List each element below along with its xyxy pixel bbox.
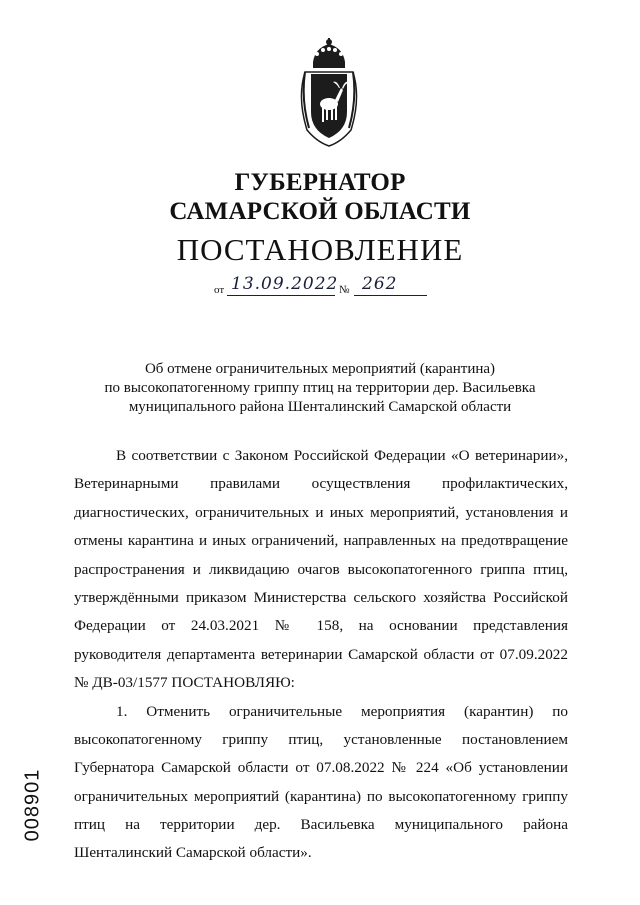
body-line: высокопатогенному гриппу птиц, установленные постановлением xyxy=(74,730,568,748)
body-line: № ДВ-03/1577 ПОСТАНОВЛЯЮ: xyxy=(74,674,295,692)
body-line: утверждёнными приказом Министерства сельского хозяйства Российской xyxy=(74,588,568,606)
title-line: по высокопатогенному гриппу птиц на территории дер. Васильевка xyxy=(104,380,536,396)
body-line: Шенталинский Самарской области». xyxy=(74,844,312,862)
document-title xyxy=(60,360,580,417)
body-line: руководителя департамента ветеринарии Самарской области от 07.09.2022 xyxy=(74,645,568,663)
date-label: от xyxy=(214,284,225,296)
body-line: Ветеринарными правилами осуществления профилактических, xyxy=(74,475,568,493)
number-value: 262 xyxy=(362,274,398,294)
body-line: птиц на территории дер. Васильевка муниципального района xyxy=(74,816,568,834)
date-number-line xyxy=(214,274,434,300)
body-line: диагностических, ограничительных и иных мероприятий, установления и xyxy=(74,503,568,521)
samara-coat-of-arms-icon xyxy=(293,38,365,150)
body-line: распространения и ликвидацию очагов высокопатогенного гриппа птиц, xyxy=(74,560,568,578)
document-type: ПОСТАНОВЛЕНИЕ xyxy=(176,232,464,267)
date-value: 13.09.2022 xyxy=(231,274,339,294)
date-underline xyxy=(227,295,335,296)
body-line: Федерации от 24.03.2021 № 158, на основании представления xyxy=(74,617,568,635)
body-line: В соответствии с Законом Российской Федерации «О ветеринарии», xyxy=(116,447,568,464)
number-underline xyxy=(354,295,427,296)
body-line: 1. Отменить ограничительные мероприятия (карантин) по xyxy=(116,702,568,720)
title-line: муниципального района Шенталинский Самарской области xyxy=(128,399,512,415)
body-line: ограничительных мероприятий (карантина) по высокопатогенному гриппу xyxy=(74,787,568,805)
title-line: Об отмене ограничительных мероприятий (карантина) xyxy=(144,361,496,377)
document-serial-number xyxy=(18,750,48,860)
document-body xyxy=(74,442,568,868)
serial-number-text: 008901 xyxy=(21,768,44,842)
body-line: Губернатора Самарской области от 07.08.2022 № 224 «Об установлении xyxy=(74,759,568,777)
authority-name-line2: САМАРСКОЙ ОБЛАСТИ xyxy=(169,198,471,225)
authority-name-line1: ГУБЕРНАТОР xyxy=(234,169,406,196)
body-line: отмены карантина и иных ограничений, направленных на предотвращение xyxy=(74,532,568,550)
number-label: № xyxy=(339,284,350,296)
